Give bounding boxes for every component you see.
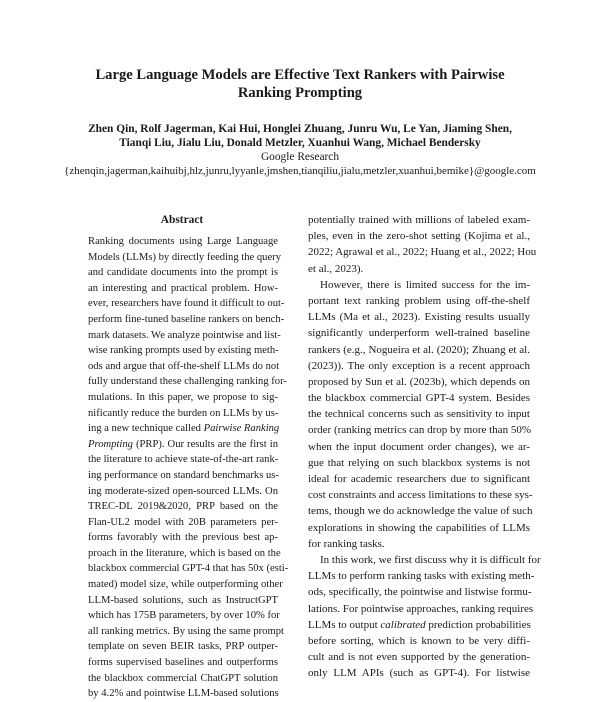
body-line: ods, specifically, the pointwise and listwise formu- bbox=[308, 586, 532, 599]
body-line: However, there is limited success for the im- bbox=[320, 278, 530, 291]
emphasis-calibrated: calibrated bbox=[380, 618, 426, 631]
abstract-line: nificantly reduce the burden on LLMs by us- bbox=[88, 407, 279, 419]
abstract-body bbox=[88, 234, 289, 702]
body-line-text: LLMs to output bbox=[308, 618, 381, 631]
body-line: cult and is not even supported by the generation- bbox=[308, 651, 530, 664]
abstract-line: Ranking documents using Large Language bbox=[88, 236, 278, 247]
body-line: the technical concerns such as sensitivity to input bbox=[308, 408, 530, 421]
abstract-line: perform fine-tuned baseline rankers on bench- bbox=[88, 313, 285, 325]
body-line: (2023)). The only exception is a recent approach bbox=[308, 359, 530, 372]
abstract-line: mated) model size, while outperforming other bbox=[88, 579, 283, 591]
abstract-line: forms favorably with the previous best ap- bbox=[88, 532, 278, 544]
abstract-line: Flan-UL2 model with 20B parameters per- bbox=[88, 516, 278, 528]
body-line: only LLM APIs (such as GPT-4). For listwise bbox=[308, 667, 530, 680]
body-line: portant text ranking problem using off-the-shelf bbox=[308, 294, 530, 307]
body-line-text: prediction probabilities bbox=[425, 618, 531, 631]
abstract-line: ing moderate-sized open-sourced LLMs. On bbox=[88, 485, 278, 497]
body-line: explorations in showing the capabilities of LLMs bbox=[308, 521, 530, 534]
abstract-line: by 4.2% and pointwise LLM-based solutions bbox=[88, 688, 279, 700]
body-line: the blackbox commercial GPT-4 system. Besides bbox=[308, 392, 530, 405]
body-line: significantly underperform well-trained baseline bbox=[308, 327, 530, 340]
abstract-line: an interesting and practical problem. How- bbox=[88, 282, 278, 294]
body-line: ideal for academic researchers due to significant bbox=[308, 473, 530, 485]
body-line: et al., 2023). bbox=[308, 262, 364, 275]
abstract-line: mulations. In this paper, we propose to sig- bbox=[88, 391, 278, 403]
abstract-line-text: (PRP). Our results are the first in bbox=[132, 438, 278, 450]
body-line: ples, even in the zero-shot setting (Kojima et al., bbox=[308, 230, 530, 243]
abstract-line: template on seven BEIR tasks, PRP outper- bbox=[88, 641, 278, 653]
body-line: lations. For pointwise approaches, ranking requires bbox=[308, 602, 534, 615]
abstract-line: mark datasets. We analyze pointwise and list- bbox=[88, 329, 281, 341]
abstract-line: proach in the literature, which is based on the bbox=[88, 547, 281, 559]
body-line: proposed by Sun et al. (2023b), which depends on bbox=[308, 375, 530, 388]
abstract-line bbox=[88, 437, 278, 453]
affiliation: Google Research bbox=[260, 151, 340, 163]
abstract-heading: Abstract bbox=[160, 214, 204, 226]
abstract-line: and candidate documents into the prompt is bbox=[88, 267, 278, 279]
body-line: for ranking tasks. bbox=[308, 537, 385, 550]
abstract-line: all ranking metrics. By using the same prompt bbox=[88, 625, 284, 637]
body-line: gue that relying on such blackbox systems is not bbox=[308, 456, 530, 469]
abstract-line: Models (LLMs) by directly feeding the query bbox=[88, 251, 281, 263]
intro-body bbox=[308, 212, 541, 681]
body-line: LLMs to perform ranking tasks with existing meth- bbox=[308, 570, 535, 583]
abstract-line: ing performance on standard benchmarks us- bbox=[88, 469, 279, 481]
body-line: cost constraints and access limitations to these sys- bbox=[308, 489, 533, 502]
body-line: before sorting, which is known to be very diffi- bbox=[308, 634, 530, 647]
abstract-line: wise ranking prompts used by existing meth- bbox=[88, 345, 279, 357]
abstract-line bbox=[88, 421, 278, 437]
abstract-line: ods and argue that off-the-shelf LLMs do not bbox=[88, 360, 280, 372]
abstract-line: the blackbox commercial ChatGPT solution bbox=[88, 672, 278, 684]
abstract-line: fully understand these challenging ranking for- bbox=[88, 376, 287, 388]
body-line: 2022; Agrawal et al., 2022; Huang et al., 2022; Hou bbox=[308, 246, 537, 259]
abstract-line: the literature to achieve state-of-the-art rank- bbox=[88, 454, 279, 466]
body-line: when the input document order changes), we ar- bbox=[308, 440, 530, 453]
body-line: LLMs (Ma et al., 2023). Existing results usually bbox=[308, 311, 530, 324]
abstract-line: forms supervised baselines and outperforms bbox=[88, 657, 278, 669]
author-line-2: Tianqi Liu, Jialu Liu, Donald Metzler, Xuanhui Wang, Michael Bendersky bbox=[119, 137, 481, 149]
body-line: tems, though we do acknowledge the value of such bbox=[308, 505, 533, 518]
body-line: In this work, we first discuss why it is difficult for bbox=[320, 553, 541, 566]
abstract-line: TREC-DL 2019&2020, PRP based on the bbox=[88, 501, 278, 513]
paper-title-line-1: Large Language Models are Effective Text Rankers with Pairwise bbox=[95, 67, 505, 83]
abstract-line: ever, researchers have found it difficult to out- bbox=[88, 298, 285, 310]
paper-title-line-2: Ranking Prompting bbox=[237, 85, 363, 101]
abstract-line: which has 175B parameters, by over 10% for bbox=[88, 610, 280, 622]
author-emails: {zhenqin,jagerman,kaihuibj,hlz,junru,lyyanle,jmshen,tianqiliu,jialu,metzler,xuanhui,bemike}@google.com bbox=[64, 165, 536, 177]
body-line bbox=[308, 617, 530, 633]
paper-title bbox=[60, 66, 540, 102]
author-line-1: Zhen Qin, Rolf Jagerman, Kai Hui, Honglei Zhuang, Junru Wu, Le Yan, Jiaming Shen, bbox=[88, 123, 512, 135]
author-list bbox=[30, 122, 570, 150]
body-line: rankers (e.g., Nogueira et al. (2020); Zhuang et al. bbox=[308, 343, 530, 356]
body-line: order (ranking metrics can drop by more than 50% bbox=[308, 424, 531, 437]
technique-name: Pairwise Ranking bbox=[203, 423, 280, 435]
abstract-line: LLM-based solutions, such as InstructGPT bbox=[88, 594, 278, 606]
body-line: potentially trained with millions of labeled exam- bbox=[308, 214, 530, 226]
technique-name-cont: Prompting bbox=[88, 438, 133, 450]
abstract-line-text: ing a new technique called bbox=[88, 423, 204, 435]
abstract-line: blackbox commercial GPT-4 that has 50x (esti- bbox=[88, 563, 289, 575]
